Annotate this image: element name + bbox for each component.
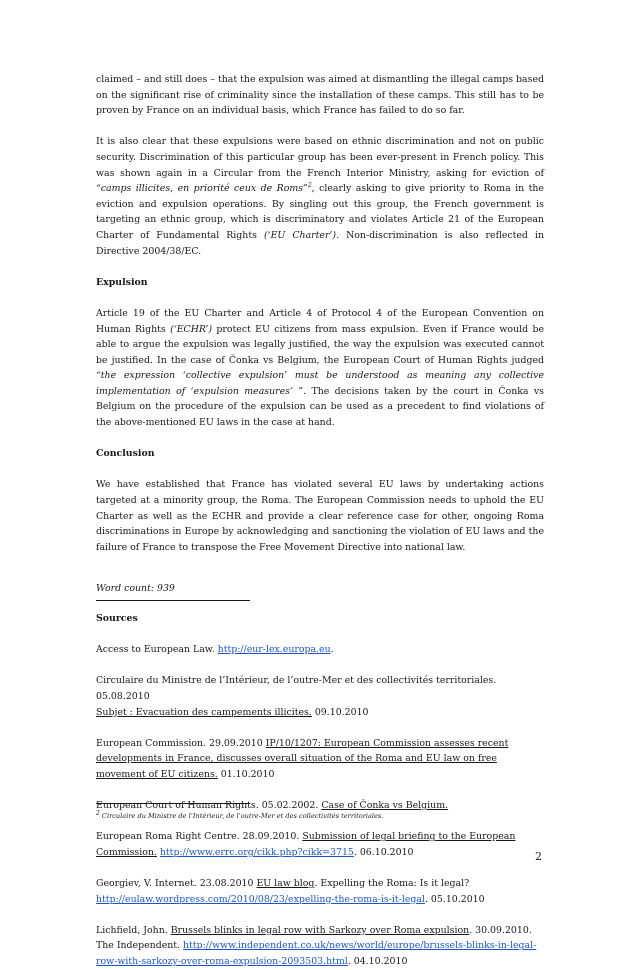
echr-abbrev: (‘ECHR’) bbox=[170, 323, 213, 335]
separator-rule bbox=[96, 600, 250, 601]
heading-expulsion: Expulsion bbox=[96, 276, 148, 288]
source-item: European Roma Right Centre. 28.09.2010. Submission of legal briefing to the European Commission. http://www.errc.org/cikk.php?cikk=3715. 06.10.2010 bbox=[96, 831, 516, 858]
footnote: $^2$ Circulaire du Ministre de l’Intérieur, de l’outre-Mer et des collectivités territoriales. bbox=[96, 809, 384, 820]
source-url-link[interactable]: http://eulaw.wordpress.com/2010/08/23/expelling-the-roma-is-it-legal bbox=[96, 893, 425, 905]
source-url-link[interactable]: http://eur-lex.europa.eu bbox=[217, 644, 331, 656]
source-item: Georgiev, V. Internet. 23.08.2010 EU law blog. Expelling the Roma: Is it legal? http://eulaw.wordpress.com/2010/08/23/expelling-the-roma-is-it-legal. 05.10.2010 bbox=[96, 878, 485, 905]
source-title-link[interactable]: IP/10/1207: European Commission assesses recent developments in France, discusses overall situation of the Roma and EU law on free movement of EU citizens. bbox=[96, 737, 509, 780]
quote-collective-expulsion: “the expression ‘collective expulsion’ must be understood as meaning any collective implementation of ‘expulsion measures’ ” bbox=[96, 370, 544, 397]
page-number: 2 bbox=[535, 850, 542, 863]
source-item: European Court of Human Rights. 05.02.2002. Case of Čonka vs Belgium. bbox=[96, 800, 449, 812]
paragraph-conclusion: We have established that France has violated several EU laws by undertaking actions targeted at a minority group, the Roma. The European Commission needs to uphold the EU Charter as well as the ECHR and provide a clear reference case for other, ongoing Roma discriminations in Europe by acknowledging and sanctioning the violation of EU laws and the failure of France to transpose the Free Movement Directive into national law. bbox=[96, 479, 544, 553]
source-title-link[interactable]: EU law blog bbox=[256, 878, 315, 890]
footnote-rule bbox=[96, 803, 250, 804]
source-url-link[interactable]: http://www.independent.co.uk/news/world/europe/brussels-blinks-in-legal-row-with-sarkozy-over-roma-expulsion-2093503.html bbox=[96, 940, 537, 968]
source-title-link[interactable]: Brussels blinks in legal row with Sarkozy over Roma expulsion bbox=[170, 924, 470, 936]
paragraph-discrimination: It is also clear that these expulsions were based on ethnic discrimination and not on public security. Discrimination of this particular group has been ever-present in French policy. This was shown again in a Circular from the French Interior Ministry, asking for eviction of “camps illicites, en priorité ceux de Roms”$^2$, clearly asking to give priority to Roma in the eviction and expulsion operations. By singling out this group, the French government is targeting an ethnic group, which is discriminatory and violates Article 21 of the European Charter of Fundamental Rights (‘EU Charter’). Non-discrimination is also reflected in Directive 2004/38/EC. bbox=[96, 136, 544, 257]
source-title-link[interactable]: Case of Čonka vs Belgium. bbox=[321, 800, 449, 812]
eu-charter-abbrev: (‘EU Charter’) bbox=[263, 229, 337, 241]
source-item: Access to European Law. http://eur-lex.europa.eu. bbox=[96, 644, 334, 656]
page-content bbox=[96, 72, 544, 970]
source-item: Circulaire du Ministre de l’Intérieur, de l’outre-Mer et des collectivités territoriales. 05.08.2010 Subjet : Evacuation des campements illicites. 09.10.2010 bbox=[96, 675, 497, 718]
source-url-link[interactable]: http://www.errc.org/cikk.php?cikk=3715 bbox=[159, 846, 354, 858]
footnote-reference[interactable]: 2 bbox=[307, 182, 312, 190]
source-title-link[interactable]: Submission of legal briefing to the European Commission. bbox=[96, 831, 516, 858]
heading-sources: Sources bbox=[96, 613, 138, 624]
source-item: Lichfield, John. Brussels blinks in legal row with Sarkozy over Roma expulsion. 30.09.2010. The Independent. http://www.independent.co.uk/news/world/europe/brussels-blinks-in-legal-row-with-sarkozy-over-roma-expulsion-2093503.html. 04.10.2010 bbox=[96, 924, 537, 968]
footnote-area bbox=[96, 803, 544, 821]
source-title-link[interactable]: Subjet : Evacuation des campements illicites. bbox=[96, 706, 312, 718]
paragraph-claim: claimed – and still does – that the expulsion was aimed at dismantling the illegal camps based on the significant rise of criminality since the installation of these camps. This still has to be proven by France on an individual basis, which France has failed to do so far. bbox=[96, 74, 544, 117]
heading-conclusion: Conclusion bbox=[96, 448, 155, 460]
footnote-number: 2 bbox=[96, 809, 100, 817]
word-count: Word count: 939 bbox=[96, 583, 175, 595]
source-item: European Commission. 29.09.2010 IP/10/1207: European Commission assesses recent developments in France, discusses overall situation of the Roma and EU law on free movement of EU citizens. 01.10.2010 bbox=[96, 737, 509, 780]
quote-camps-illicites: “camps illicites, en priorité ceux de Roms” bbox=[96, 183, 308, 195]
paragraph-expulsion: Article 19 of the EU Charter and Article 4 of Protocol 4 of the European Convention on Human Rights (‘ECHR’) protect EU citizens from mass expulsion. Even if France would be able to argue the expulsion was legally justified, the way the expulsion was executed cannot be justified. In the case of Čonka vs Belgium, the European Court of Human Rights judged “the expression ‘collective expulsion’ must be understood as meaning any collective implementation of ‘expulsion measures’ ”. The decisions taken by the court in Čonka vs Belgium on the procedure of the expulsion can be used as a precedent to find violations of the above-mentioned EU laws in the case at hand. bbox=[96, 307, 544, 429]
